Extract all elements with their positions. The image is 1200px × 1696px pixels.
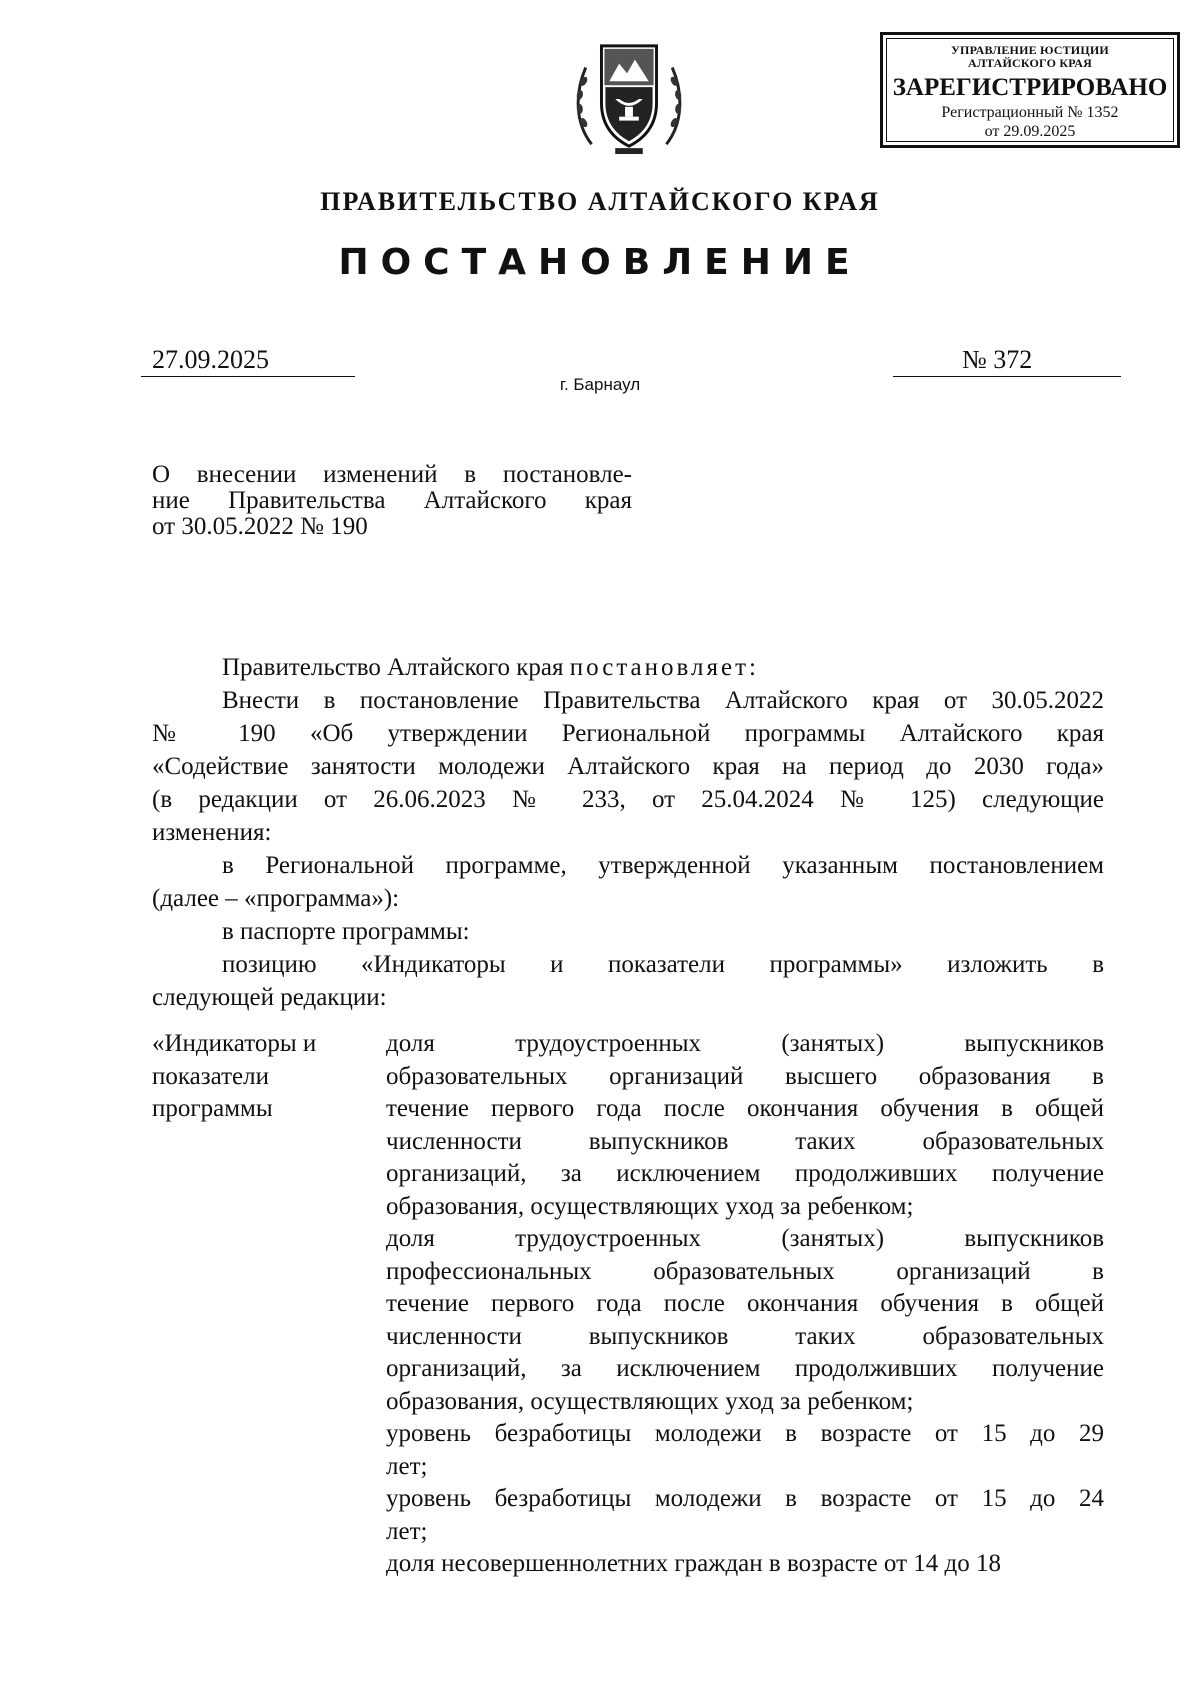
city: г. Барнаул	[559, 375, 641, 394]
decree-verb: постановляет:	[569, 654, 759, 681]
stamp-org-line2: АЛТАЙСКОГО КРАЯ	[968, 56, 1092, 70]
government-name: ПРАВИТЕЛЬСТВО АЛТАЙСКОГО КРАЯ	[320, 187, 880, 216]
body-line: «Содействие занятости молодежи Алтайского края на период до 2030 года»	[152, 753, 1104, 780]
stamp-reg-date: от 29.09.2025	[984, 123, 1076, 140]
content-line: течение первого года после окончания обучения в общей	[386, 1290, 1104, 1317]
content-line: образования, осуществляющих уход за ребенком;	[386, 1192, 914, 1220]
body-line: позицию «Индикаторы и показатели программы» изложить в	[222, 951, 1104, 978]
document-date: 27.09.2025	[152, 345, 269, 374]
content-line: лет;	[386, 1517, 428, 1545]
body-line: изменения:	[152, 819, 272, 846]
content-line: течение первого года после окончания обучения в общей	[386, 1095, 1104, 1122]
label-line: показатели	[152, 1062, 269, 1090]
body-line: Внести в постановление Правительства Алтайского края от 30.05.2022	[222, 687, 1104, 714]
document-body	[152, 651, 1104, 1014]
body-line: в паспорте программы:	[222, 918, 470, 945]
table-content	[386, 1028, 1104, 1581]
content-line: профессиональных образовательных организаций в	[386, 1257, 1104, 1285]
content-line: доля трудоустроенных (занятых) выпускников	[386, 1225, 1104, 1252]
body-line: № 190 «Об утверждении Региональной программы Алтайского края	[152, 720, 1104, 747]
stamp-status: ЗАРЕГИСТРИРОВАНО	[892, 74, 1168, 101]
content-line: численности выпускников таких образовательных	[386, 1127, 1104, 1155]
body-line: в Региональной программе, утвержденной указанным постановлением	[222, 852, 1104, 879]
content-line: уровень безработицы молодежи в возрасте от 15 до 24	[386, 1485, 1104, 1512]
document-subject	[152, 462, 632, 540]
content-line: уровень безработицы молодежи в возрасте от 15 до 29	[386, 1420, 1104, 1447]
decree-subject: Правительство Алтайского края	[222, 654, 564, 681]
body-line: (в редакции от 26.06.2023 № 233, от 25.04.2024 № 125) следующие	[152, 786, 1104, 813]
registration-stamp	[880, 32, 1180, 148]
stamp-reg-number: Регистрационный № 1352	[941, 104, 1119, 121]
content-line: организаций, за исключением продолживших получение	[386, 1355, 1104, 1382]
subject-line: ние Правительства Алтайского края	[152, 487, 632, 514]
content-line: доля трудоустроенных (занятых) выпускников	[386, 1030, 1104, 1057]
subject-line: от 30.05.2022 № 190	[152, 513, 368, 540]
label-line: «Индикаторы и	[152, 1030, 317, 1057]
coat-of-arms-icon	[570, 38, 688, 156]
subject-line: О внесении изменений в постановле-	[152, 461, 632, 488]
content-line: доля несовершеннолетних граждан в возрасте от 14 до 18	[386, 1550, 1002, 1577]
label-line: программы	[152, 1095, 273, 1122]
content-line: организаций, за исключением продолживших получение	[386, 1160, 1104, 1187]
content-line: лет;	[386, 1452, 428, 1480]
body-line: (далее – «программа»):	[152, 885, 400, 912]
document-type: ПОСТАНОВЛЕНИЕ	[338, 242, 862, 283]
decree-line	[152, 651, 1104, 684]
document-number: № 372	[962, 345, 1033, 374]
content-line: образовательных организаций высшего образования в	[386, 1062, 1104, 1090]
table-label	[152, 1028, 357, 1126]
content-line: численности выпускников таких образовательных	[386, 1322, 1104, 1350]
stamp-org-line1: УПРАВЛЕНИЕ ЮСТИЦИИ	[951, 43, 1109, 57]
body-line: следующей редакции:	[152, 984, 387, 1011]
content-line: образования, осуществляющих уход за ребенком;	[386, 1387, 914, 1415]
